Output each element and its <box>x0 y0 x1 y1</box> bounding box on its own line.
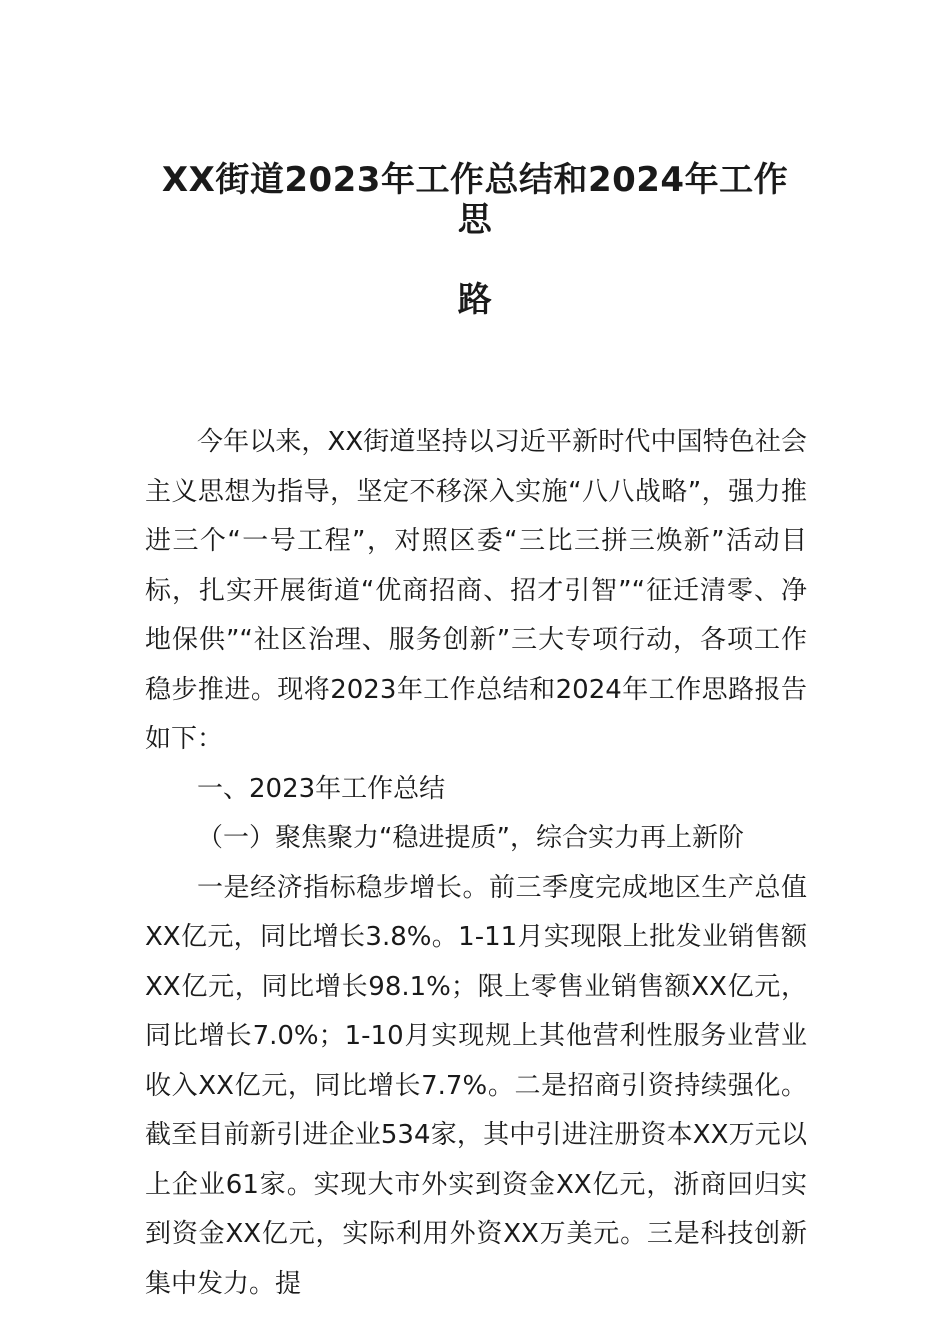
document-title-line-2: 路 <box>457 280 493 320</box>
intro-paragraph: 今年以来，XX街道坚持以习近平新时代中国特色社会主义思想为指导，坚定不移深入实施“八八战略”，强力推进三个“一号工程”，对照区委“三比三拼三焕新”活动目标，扎实开展街道“优商招商、招才引智”“征迁清零、净地保供”“社区治理、服务创新”三大专项行动，各项工作稳步推进。现将2023年工作总结和2024年工作思路报告如下： <box>145 427 807 754</box>
section-heading: 一、2023年工作总结 <box>197 773 446 804</box>
body-paragraph: 一是经济指标稳步增长。前三季度完成地区生产总值XX亿元，同比增长3.8%。1-11月实现限上批发业销售额XX亿元，同比增长98.1%；限上零售业销售额XX亿元，同比增长7.0%；1-10月实现规上其他营利性服务业营业收入XX亿元，同比增长7.7%。二是招商引资持续强化。截至目前新引进企业534家，其中引进注册资本XX万元以上企业61家。实现大市外实到资金XX亿元，浙商回归实到资金XX亿元，实际利用外资XX万美元。三是科技创新集中发力。提 <box>145 872 807 1299</box>
document-body <box>145 418 807 1309</box>
subsection-heading: （一）聚焦聚力“稳进提质”，综合实力再上新阶 <box>197 823 744 853</box>
document-title-line-1: XX街道2023年工作总结和2024年工作思 <box>161 160 789 240</box>
